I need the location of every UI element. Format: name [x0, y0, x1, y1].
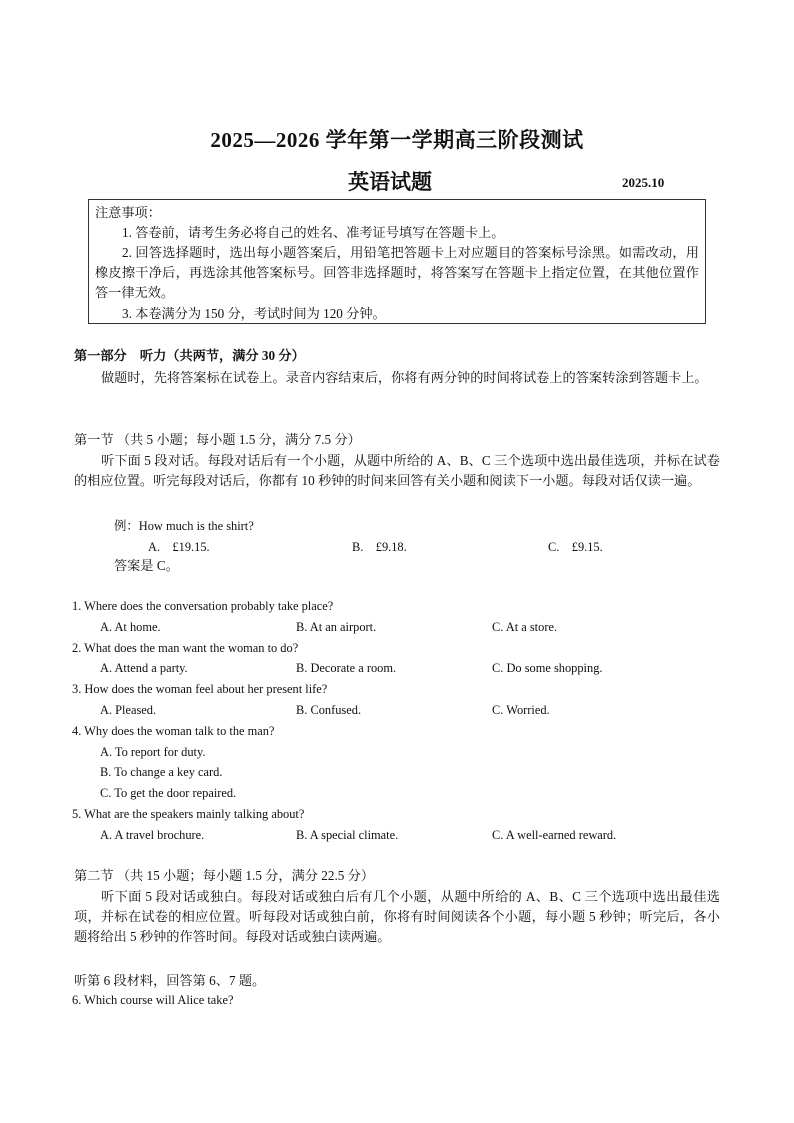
question-option: B. Decorate a room.: [296, 661, 397, 675]
question-option: B. To change a key card.: [100, 765, 223, 779]
example-answer: 答案是 C。: [114, 558, 179, 573]
question-option: C. To get the door repaired.: [100, 786, 237, 800]
notice-item-1: 1. 答卷前，请考生务必将自己的姓名、准考证号填写在答题卡上。: [122, 225, 505, 240]
question-option: C. Worried.: [492, 703, 550, 717]
question-stem: 2. What does the man want the woman to do?: [72, 641, 299, 655]
material-note: 听第 6 段材料，回答第 6、7 题。: [74, 973, 266, 988]
question-option: B. Confused.: [296, 703, 362, 717]
question-stem: 3. How does the woman feel about her present life?: [72, 682, 328, 696]
section2-heading: 第二节 （共 15 小题；每小题 1.5 分，满分 22.5 分）: [74, 868, 375, 883]
exam-title: 2025—2026 学年第一学期高三阶段测试: [210, 128, 584, 152]
question-option: B. A special climate.: [296, 828, 399, 842]
question-option: B. At an airport.: [296, 620, 377, 634]
question-option: A. Attend a party.: [100, 661, 188, 675]
question-option: A. To report for duty.: [100, 745, 206, 759]
question-stem: 6. Which course will Alice take?: [72, 993, 234, 1007]
part1-intro: 做题时，先将答案标在试卷上。录音内容结束后，你将有两分钟的时间将试卷上的答案转涂到答题卡上。: [101, 370, 708, 385]
example-option-c: C. £9.15.: [548, 540, 603, 554]
notice-heading: 注意事项：: [95, 205, 161, 220]
question-stem: 5. What are the speakers mainly talking about?: [72, 807, 305, 821]
notice-box: [88, 199, 706, 324]
example-question: 例：How much is the shirt?: [114, 519, 254, 533]
question-stem: 1. Where does the conversation probably take place?: [72, 599, 334, 613]
example-option-b: B. £9.18.: [352, 540, 407, 554]
section2-intro: 听下面 5 段对话或独白。每段对话或独白后有几个小题，从题中所给的 A、B、C 三个选项中选出最佳选项，并标在试卷的相应位置。听每段对话或独白前，你将有时间阅读各个小题，每小题 5 秒钟；听完后，各小题将给出 5 秒钟的作答时间。每段对话或独白读两遍。: [74, 889, 720, 944]
example-option-a: A. £19.15.: [148, 540, 210, 554]
question-option: C. At a store.: [492, 620, 558, 634]
question-option: C. Do some shopping.: [492, 661, 603, 675]
section1-intro: 听下面 5 段对话。每段对话后有一个小题，从题中所给的 A、B、C 三个选项中选出最佳选项，并标在试卷的相应位置。听完每段对话后，你都有 10 秒钟的时间来回答有关小题和阅读下一小题。每段对话仅读一遍。: [74, 453, 720, 488]
notice-item-2: 2. 回答选择题时，选出每小题答案后，用铅笔把答题卡上对应题目的答案标号涂黑。如需改动，用橡皮擦干净后，再选涂其他答案标号。回答非选择题时，将答案写在答题卡上指定位置，在其他位置作答一律无效。: [95, 245, 699, 300]
part1-heading: 第一部分 听力（共两节，满分 30 分）: [74, 348, 305, 363]
section1-heading: 第一节 （共 5 小题；每小题 1.5 分，满分 7.5 分）: [74, 432, 361, 447]
notice-item-3: 3. 本卷满分为 150 分，考试时间为 120 分钟。: [122, 306, 386, 321]
exam-subtitle: 英语试题: [348, 170, 432, 194]
exam-date: 2025.10: [622, 175, 665, 190]
question-option: A. A travel brochure.: [100, 828, 205, 842]
question-option: A. At home.: [100, 620, 161, 634]
question-option: A. Pleased.: [100, 703, 157, 717]
question-option: C. A well-earned reward.: [492, 828, 617, 842]
question-stem: 4. Why does the woman talk to the man?: [72, 724, 275, 738]
